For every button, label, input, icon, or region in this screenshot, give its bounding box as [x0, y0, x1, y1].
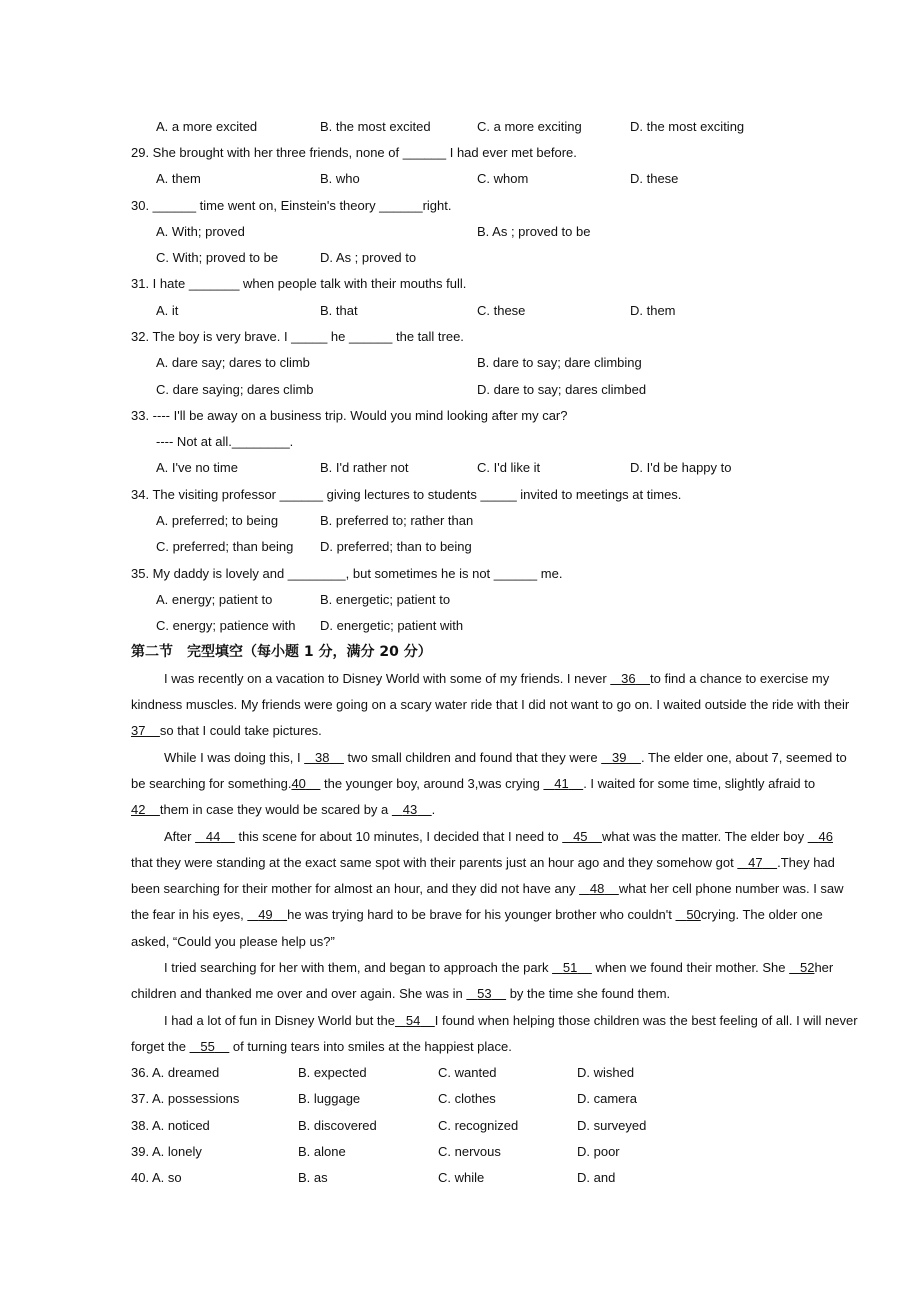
- q34-option-c: C. preferred; than being: [156, 539, 294, 554]
- q28-option-d: D. the most exciting: [630, 119, 745, 134]
- q31-option-b: B. that: [320, 303, 358, 318]
- blank-51: 51: [562, 960, 578, 975]
- blank-52: 52: [799, 960, 815, 975]
- q30-option-c: C. With; proved to be: [156, 250, 279, 265]
- blank-53: 53: [477, 986, 492, 1001]
- q40-option-c: C. while: [438, 1170, 485, 1185]
- passage-line: asked, “Could you please help us?”: [131, 934, 335, 949]
- q35-option-a: A. energy; patient to: [156, 592, 273, 607]
- q29-option-b: B. who: [320, 171, 360, 186]
- blank-41: 41: [554, 776, 569, 791]
- q38-option-d: D. surveyed: [577, 1118, 647, 1133]
- q35-option-c: C. energy; patience with: [156, 618, 296, 633]
- passage-line: kindness muscles. My friends were going on a scary water ride that I did not want to go on. I waited outside the ride with their: [131, 697, 850, 712]
- q30-option-d: D. As ; proved to: [320, 250, 417, 265]
- passage-line: I was recently on a vacation to Disney World with some of my friends. I never 36 to find a chance to exercise my: [164, 671, 830, 686]
- blank-42: 42: [131, 802, 146, 817]
- q30-option-b: B. As ; proved to be: [477, 224, 591, 239]
- q30-stem: 30. ______ time went on, Einstein's theory ______right.: [131, 198, 452, 213]
- q29-stem: 29. She brought with her three friends, none of ______ I had ever met before.: [131, 145, 577, 160]
- q40-option-a: 40. A. so: [131, 1170, 182, 1185]
- passage-line: the fear in his eyes, 49 he was trying hard to be brave for his younger brother who couldn't 50crying. The older one: [131, 907, 823, 922]
- blank-44: 44: [205, 829, 221, 844]
- q36-option-d: D. wished: [577, 1065, 635, 1080]
- q39-option-a: 39. A. lonely: [131, 1144, 202, 1159]
- blank-50: 50: [686, 907, 701, 922]
- section-heading: 第二节 完型填空（每小题 1 分，满分 20 分）: [131, 644, 432, 660]
- q37-option-b: B. luggage: [298, 1091, 361, 1106]
- q29-option-a: A. them: [156, 171, 201, 186]
- q31-option-a: A. it: [156, 303, 179, 318]
- q35-option-d: D. energetic; patient with: [320, 618, 464, 633]
- q40-option-d: D. and: [577, 1170, 616, 1185]
- passage-line: I had a lot of fun in Disney World but the 54 I found when helping those children was the best feeling of all. I will never: [164, 1013, 858, 1028]
- q28-option-b: B. the most excited: [320, 119, 431, 134]
- blank-39: 39: [612, 750, 627, 765]
- q34-option-b: B. preferred to; rather than: [320, 513, 474, 528]
- blank-37: 37: [131, 723, 146, 738]
- q35-stem: 35. My daddy is lovely and ________, but sometimes he is not ______ me.: [131, 566, 563, 581]
- q31-option-c: C. these: [477, 303, 526, 318]
- q29-option-c: C. whom: [477, 171, 529, 186]
- q33-option-a: A. I've no time: [156, 460, 238, 475]
- q39-option-d: D. poor: [577, 1144, 620, 1159]
- q33-reply: ---- Not at all.________.: [156, 434, 294, 449]
- q30-option-a: A. With; proved: [156, 224, 245, 239]
- q34-stem: 34. The visiting professor ______ giving lectures to students _____ invited to meetings at times.: [131, 487, 682, 502]
- q39-option-b: B. alone: [298, 1144, 346, 1159]
- q31-stem: 31. I hate _______ when people talk with their mouths full.: [131, 276, 467, 291]
- passage-line: be searching for something.40 the younger boy, around 3,was crying 41 . I waited for some time, slightly afraid to: [131, 776, 816, 791]
- passage-line: that they were standing at the exact same spot with their parents just an hour ago and they somehow got 47 .They had: [131, 855, 835, 870]
- q32-option-c: C. dare saying; dares climb: [156, 382, 314, 397]
- q32-stem: 32. The boy is very brave. I _____ he ______ the tall tree.: [131, 329, 464, 344]
- q29-option-d: D. these: [630, 171, 679, 186]
- q37-option-a: 37. A. possessions: [131, 1091, 240, 1106]
- q39-option-c: C. nervous: [438, 1144, 501, 1159]
- q35-option-b: B. energetic; patient to: [320, 592, 451, 607]
- passage-line: children and thanked me over and over again. She was in 53 by the time she found them.: [131, 986, 671, 1001]
- q32-option-a: A. dare say; dares to climb: [156, 355, 310, 370]
- blank-36: 36: [621, 671, 636, 686]
- q38-option-b: B. discovered: [298, 1118, 377, 1133]
- q38-option-a: 38. A. noticed: [131, 1118, 210, 1133]
- passage-line: forget the 55 of turning tears into smiles at the happiest place.: [131, 1039, 512, 1054]
- q37-option-c: C. clothes: [438, 1091, 496, 1106]
- blank-38: 38: [315, 750, 330, 765]
- passage-line: 37 so that I could take pictures.: [131, 723, 322, 738]
- passage-line: been searching for their mother for almost an hour, and they did not have any 48 what her cell phone number was. I saw: [131, 881, 844, 896]
- q32-option-d: D. dare to say; dares climbed: [477, 382, 647, 397]
- q28-option-a: A. a more excited: [156, 119, 258, 134]
- q28-option-c: C. a more exciting: [477, 119, 582, 134]
- q33-option-c: C. I'd like it: [477, 460, 541, 475]
- blank-40: 40: [291, 776, 306, 791]
- q32-option-b: B. dare to say; dare climbing: [477, 355, 642, 370]
- q36-option-a: 36. A. dreamed: [131, 1065, 220, 1080]
- passage-line: 42 them in case they would be scared by a 43 .: [131, 802, 436, 817]
- passage-line: I tried searching for her with them, and began to approach the park 51 when we found their mother. She 52her: [164, 960, 834, 975]
- blank-47: 47: [748, 855, 763, 870]
- q33-option-b: B. I'd rather not: [320, 460, 409, 475]
- q31-option-d: D. them: [630, 303, 676, 318]
- blank-46: 46: [818, 829, 833, 844]
- blank-54: 54: [405, 1013, 421, 1028]
- blank-55: 55: [200, 1039, 215, 1054]
- blank-48: 48: [589, 881, 605, 896]
- blank-45: 45: [573, 829, 588, 844]
- q34-option-a: A. preferred; to being: [156, 513, 279, 528]
- blank-49: 49: [258, 907, 273, 922]
- q40-option-b: B. as: [298, 1170, 328, 1185]
- q34-option-d: D. preferred; than to being: [320, 539, 472, 554]
- q33-option-d: D. I'd be happy to: [630, 460, 732, 475]
- passage-line: While I was doing this, I 38 two small children and found that they were 39 . The elder one, about 7, seemed to: [164, 750, 847, 765]
- passage-line: After 44 this scene for about 10 minutes, I decided that I need to 45 what was the matter. The elder boy 46: [164, 829, 833, 844]
- q38-option-c: C. recognized: [438, 1118, 519, 1133]
- q37-option-d: D. camera: [577, 1091, 637, 1106]
- blank-43: 43: [402, 802, 418, 817]
- q36-option-c: C. wanted: [438, 1065, 497, 1080]
- q36-option-b: B. expected: [298, 1065, 367, 1080]
- q33-stem: 33. ---- I'll be away on a business trip. Would you mind looking after my car?: [131, 408, 568, 423]
